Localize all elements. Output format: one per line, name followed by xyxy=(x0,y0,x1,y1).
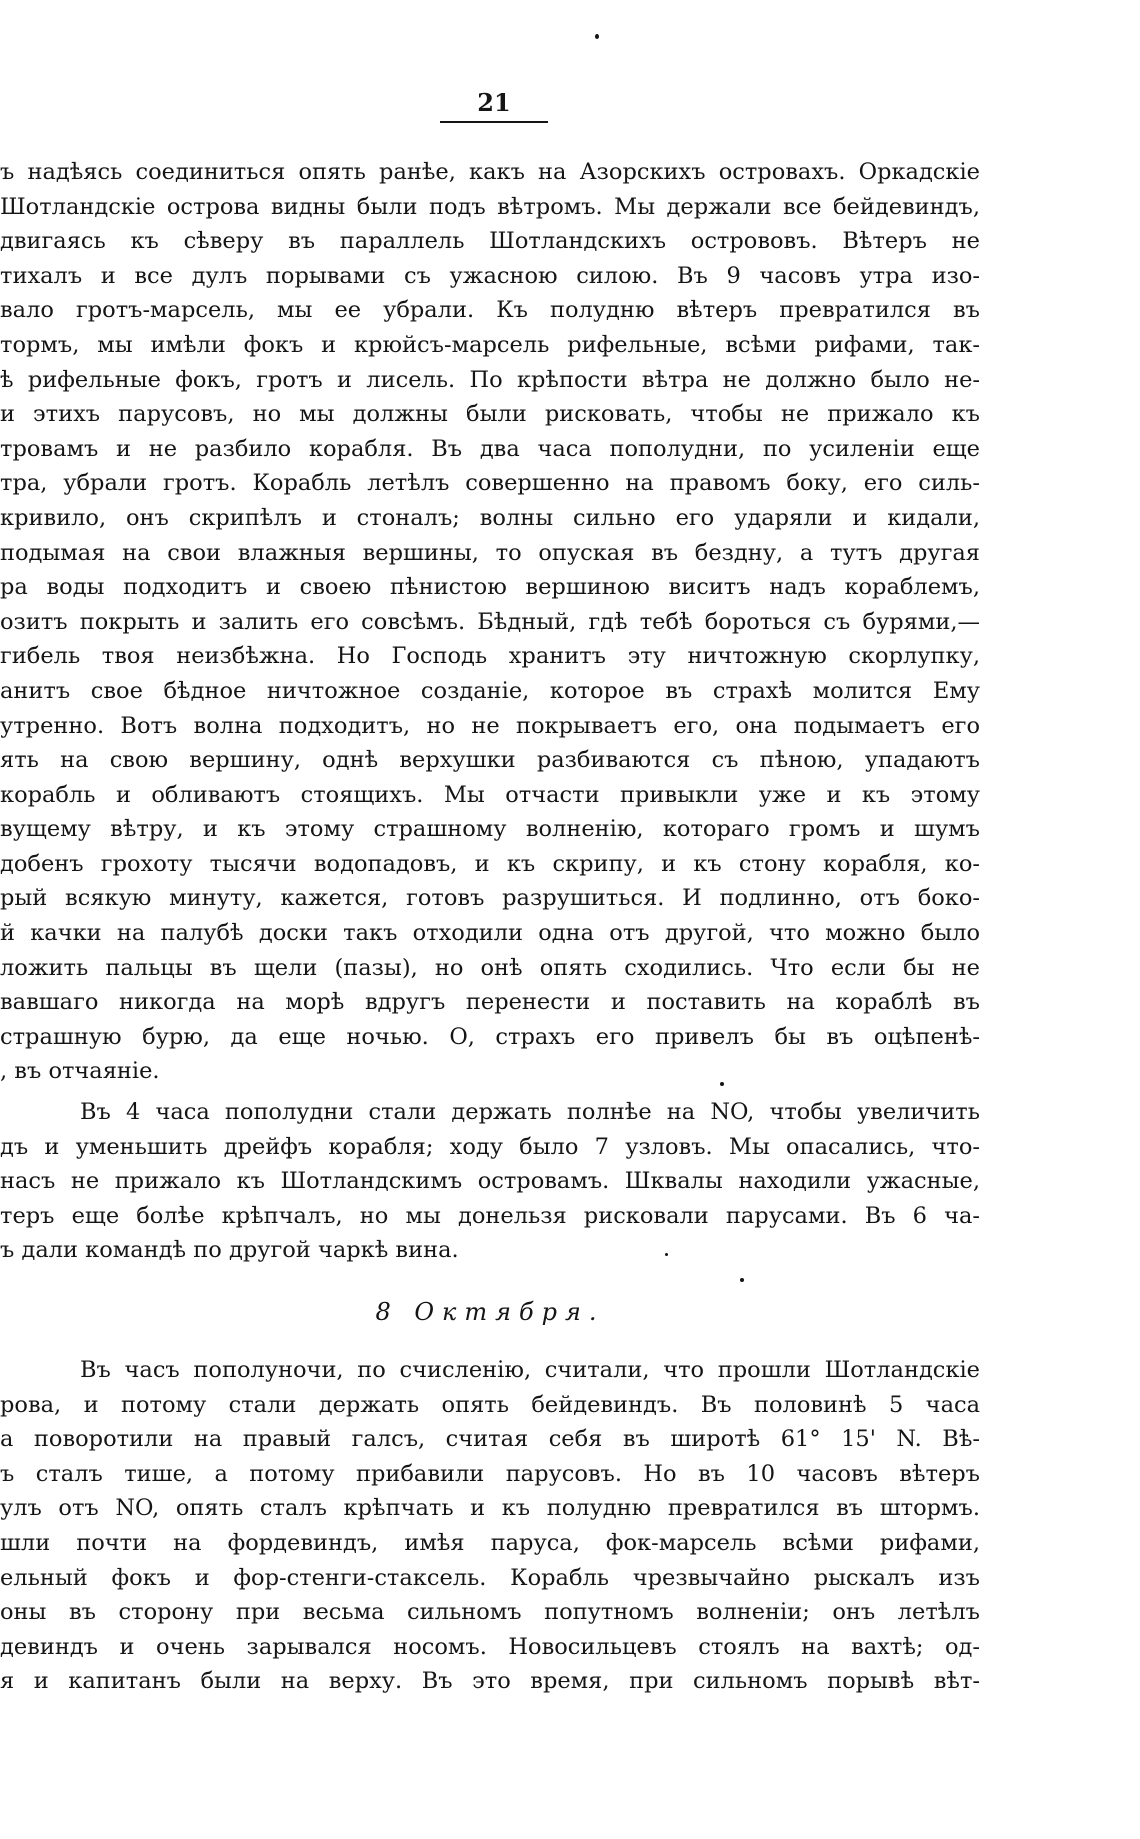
text-line: страшную бурю, да еще ночью. О, страхъ его привелъ бы въ оцѣпенѣ- xyxy=(0,1023,980,1050)
text-line: ъ надѣясь соединиться опять ранѣе, какъ на Азорскихъ островахъ. Оркадскіе xyxy=(0,159,980,185)
text-line: корабль и обливаютъ стоящихъ. Мы отчасти привыкли уже и къ этому xyxy=(0,781,980,808)
text-line: подымая на свои влажныя вершины, то опуская въ бездну, а тутъ другая xyxy=(0,539,980,566)
text-line: теръ еще болѣе крѣпчалъ, но мы донельзя рисковали парусами. Въ 6 ча- xyxy=(0,1202,980,1229)
text-line: анитъ свое бѣдное ничтожное созданіе, которое въ страхѣ молится Ему xyxy=(0,677,980,704)
text-line: вавшаго никогда на морѣ вдругъ перенести и поставить на кораблѣ въ xyxy=(0,989,980,1016)
text-line: тормъ, мы имѣли фокъ и крюйсъ-марсель рифельные, всѣми рифами, так- xyxy=(0,331,980,358)
text-line: кривило, онъ скрипѣлъ и стоналъ; волны сильно его ударяли и кидали, xyxy=(0,504,980,531)
text-line: ра воды подходитъ и своею пѣнистою вершиною виситъ надъ кораблемъ, xyxy=(0,574,980,601)
text-line: тра, убрали гротъ. Корабль летѣлъ совершенно на правомъ боку, его силь- xyxy=(0,470,980,497)
text-line: вало гротъ-марсель, мы ее убрали. Къ полудню вѣтеръ превратился въ xyxy=(0,297,980,324)
text-line: насъ не прижало къ Шотландскимъ островамъ. Шквалы находили ужасные, xyxy=(0,1168,980,1195)
paragraph-2 xyxy=(0,1095,980,1268)
text-line: улъ отъ NO, опять сталъ крѣпчать и къ полудню превратился въ штормъ. xyxy=(0,1495,980,1522)
text-line: ять на свою вершину, однѣ верхушки разбиваются съ пѣною, упадаютъ xyxy=(0,747,980,774)
text-line: Въ 4 часа пополудни стали держать полнѣе на NO, чтобы увеличить xyxy=(80,1099,980,1125)
text-line: й качки на палубѣ доски такъ отходили одна отъ другой, что можно было xyxy=(0,920,980,947)
text-line: Шотландскіе острова видны были подъ вѣтромъ. Мы держали все бейдевиндъ, xyxy=(0,193,980,220)
date-heading: 8 Октября. xyxy=(375,1298,605,1326)
text-line: тихалъ и все дулъ порывами съ ужасною силою. Въ 9 часовъ утра изо- xyxy=(0,262,980,289)
print-speck xyxy=(665,1253,668,1256)
text-line: оны въ сторону при весьма сильномъ попутномъ волненіи; онъ летѣлъ xyxy=(0,1599,980,1626)
text-line: тровамъ и не разбило корабля. Въ два часа пополудни, по усиленіи еще xyxy=(0,435,980,462)
text-line: Въ часъ пополуночи, по счисленію, считали, что прошли Шотландскіе xyxy=(80,1357,980,1383)
text-line: двигаясь къ сѣверу въ параллель Шотландскихъ острововъ. Вѣтеръ не xyxy=(0,228,980,255)
text-line: девиндъ и очень зарывался носомъ. Новосильцевъ стоялъ на вахтѣ; од- xyxy=(0,1633,980,1660)
text-line: утренно. Вотъ волна подходитъ, но не покрываетъ его, она подымаетъ его xyxy=(0,712,980,739)
text-line: шли почти на фордевиндъ, имѣя паруса, фок-марсель всѣми рифами, xyxy=(0,1529,980,1556)
print-speck xyxy=(595,34,599,39)
text-line: я и капитанъ были на верху. Въ это время, при сильномъ порывѣ вѣт- xyxy=(0,1668,980,1695)
text-line: ъ сталъ тише, а потому прибавили парусовъ. Но въ 10 часовъ вѣтеръ xyxy=(0,1460,980,1487)
text-line: ельный фокъ и фор-стенги-стаксель. Корабль чрезвычайно рыскалъ изъ xyxy=(0,1564,980,1591)
text-line: а поворотили на правый галсъ, считая себя въ широтѣ 61° 15' N. Вѣ- xyxy=(0,1426,980,1453)
text-line: ложить пальцы въ щели (пазы), но онѣ опять сходились. Что если бы не xyxy=(0,954,980,981)
text-line: озитъ покрыть и залить его совсѣмъ. Бѣдный, гдѣ тебѣ бороться съ бурями,— xyxy=(0,608,980,635)
text-line: и этихъ парусовъ, но мы должны были рисковать, чтобы не прижало къ xyxy=(0,401,980,428)
print-speck xyxy=(720,1082,724,1086)
text-line: добенъ грохоту тысячи водопадовъ, и къ скрипу, и къ стону корабля, ко- xyxy=(0,850,980,877)
text-line: ѣ рифельные фокъ, гротъ и лисель. По крѣпости вѣтра не должно было не- xyxy=(0,366,980,393)
text-line: рый всякую минуту, кажется, готовъ разрушиться. И подлинно, отъ боко- xyxy=(0,885,980,912)
text-line: ъ дали командѣ по другой чаркѣ вина. xyxy=(0,1237,459,1264)
text-line: , въ отчаяніе. xyxy=(0,1058,160,1085)
paragraph-1 xyxy=(0,155,980,1089)
paragraph-3 xyxy=(0,1353,980,1699)
text-line: гибель твоя неизбѣжна. Но Господь хранитъ эту ничтожную скорлупку, xyxy=(0,643,980,670)
text-line: дъ и уменьшить дрейфъ корабля; ходу было 7 узловъ. Мы опасались, что- xyxy=(0,1133,980,1160)
print-speck xyxy=(740,1278,744,1282)
page-number: 21 xyxy=(440,88,548,123)
text-line: рова, и потому стали держать опять бейдевиндъ. Въ половинѣ 5 часа xyxy=(0,1391,980,1418)
text-line: вущему вѣтру, и къ этому страшному волненію, котораго громъ и шумъ xyxy=(0,816,980,843)
